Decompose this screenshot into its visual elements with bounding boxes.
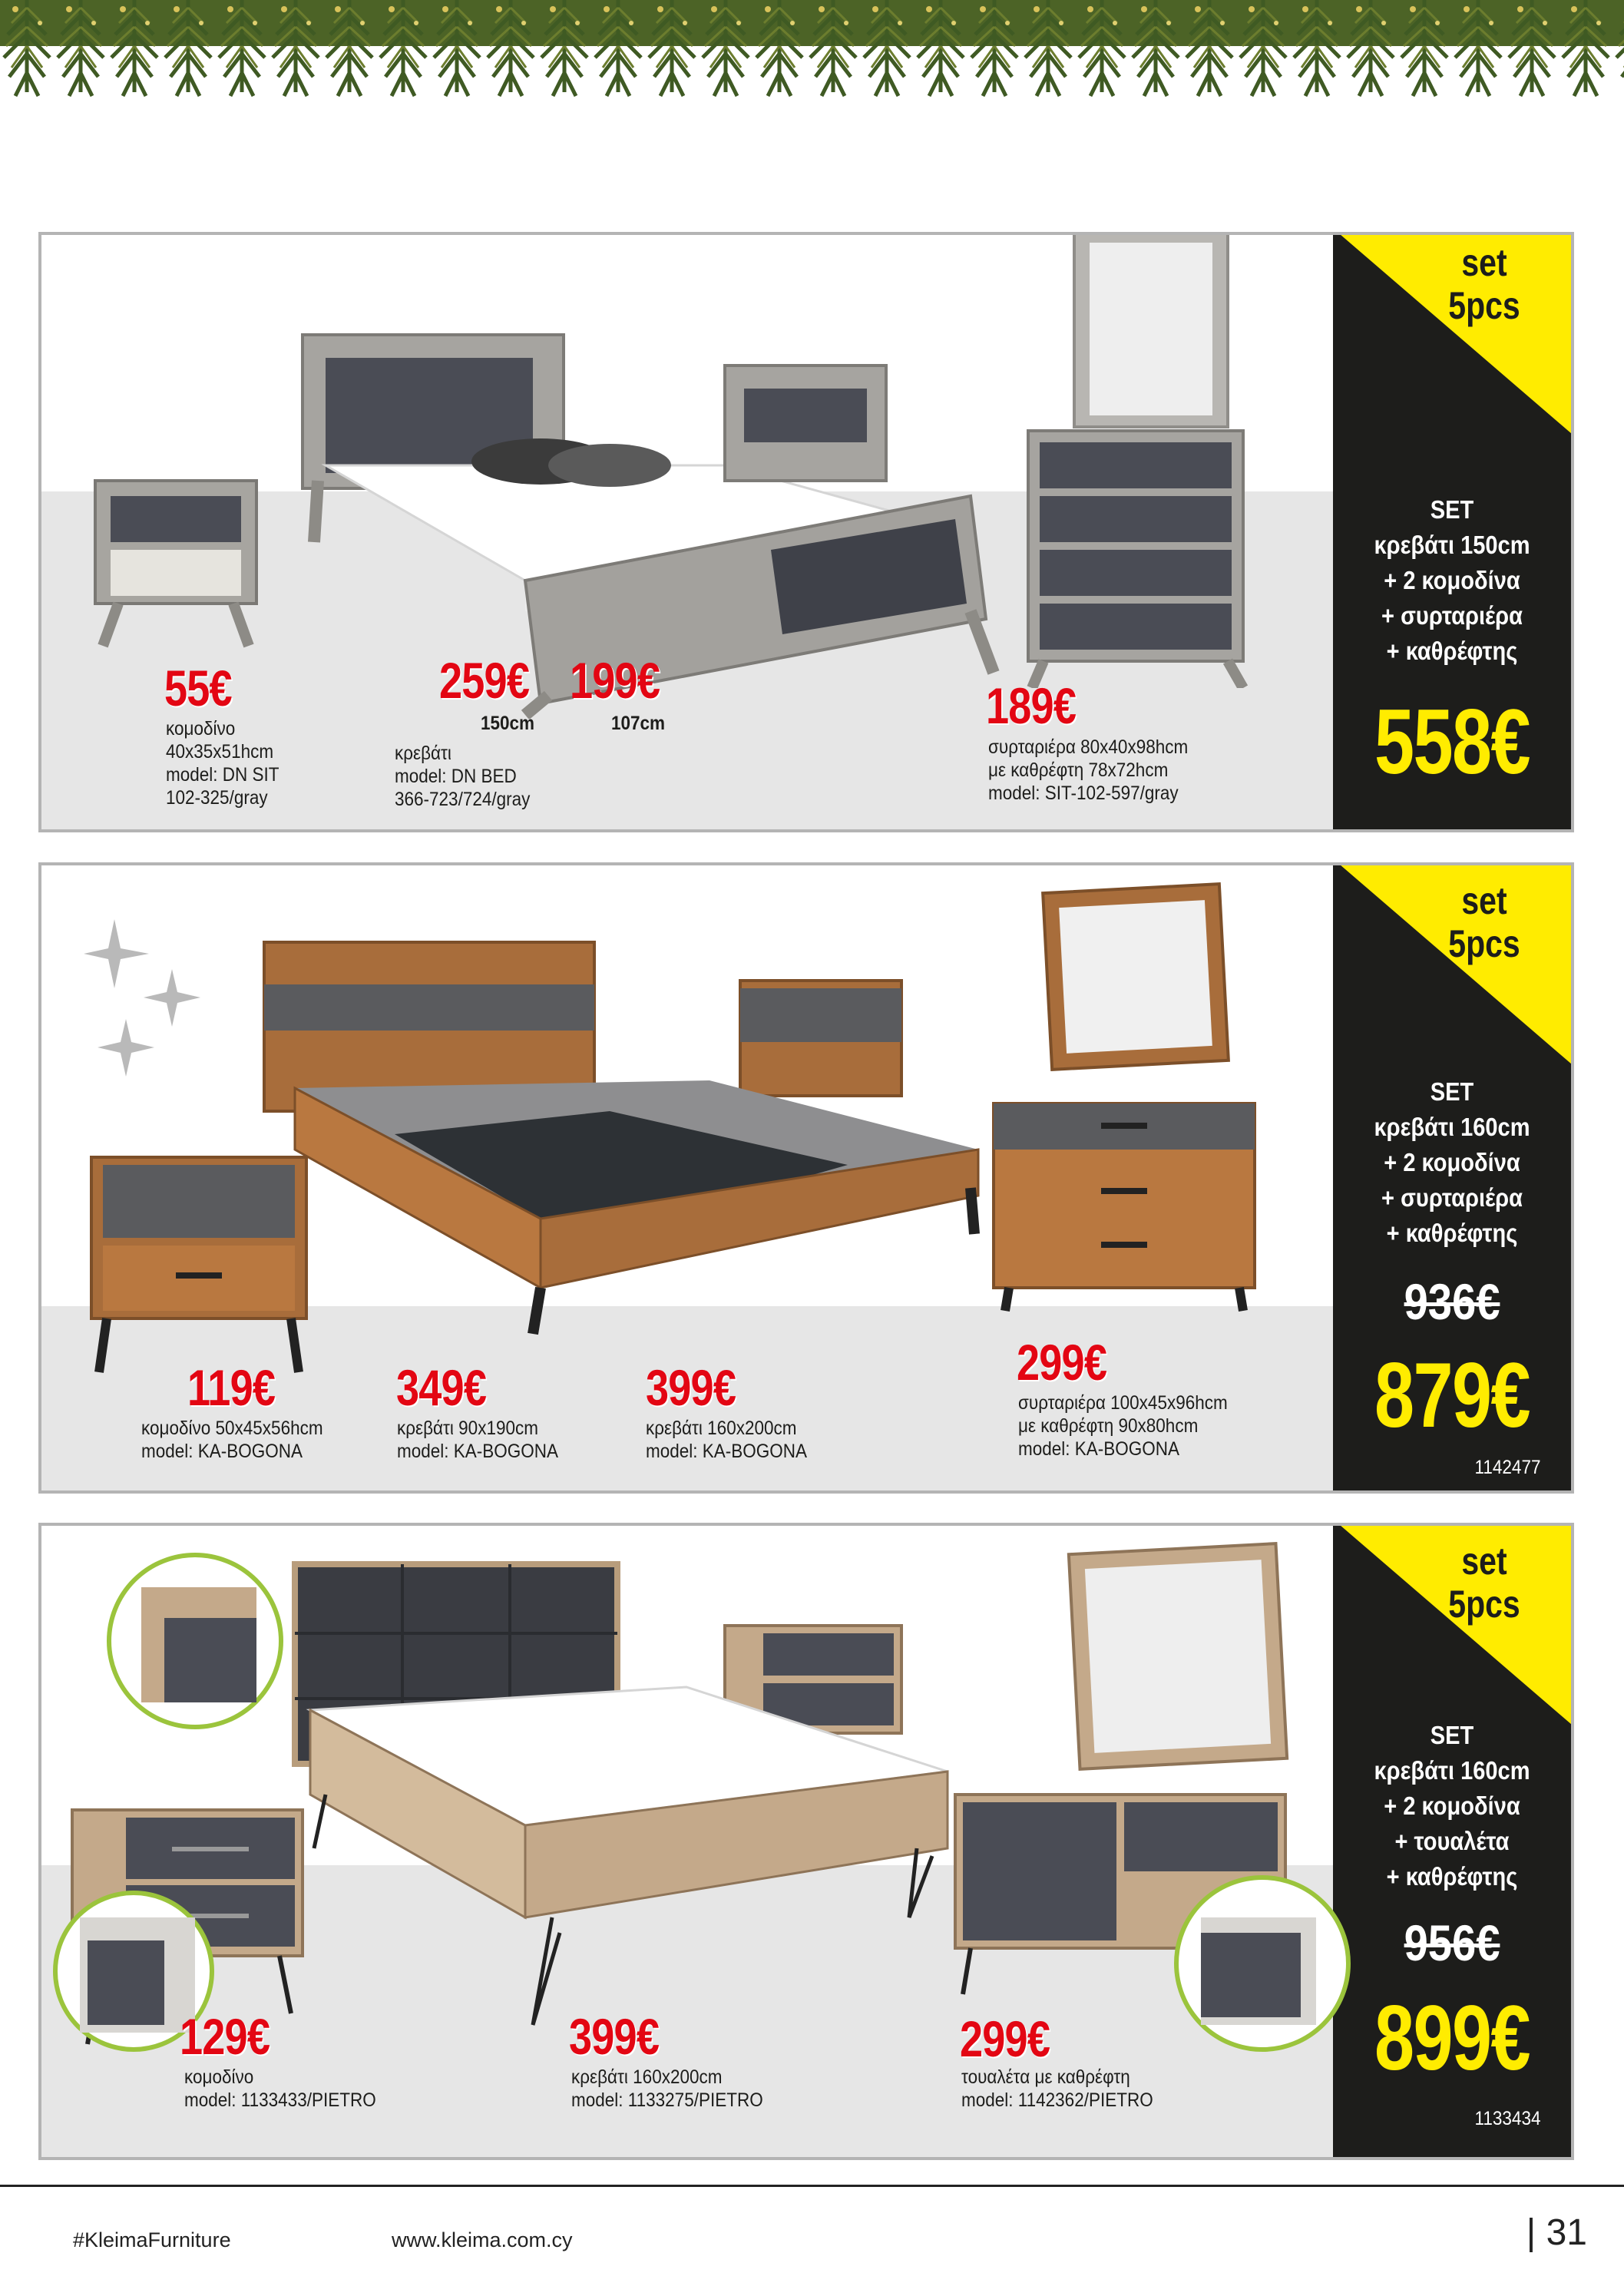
detail-zoom-circle	[1170, 1871, 1354, 2056]
set-price: 558€	[1374, 690, 1530, 793]
bed-160-description: κρεβάτι 160x200cm model: KA-BOGONA	[646, 1418, 808, 1462]
set-badge-label: set 5pcs	[1448, 241, 1520, 327]
bed-90-description: κρεβάτι 90x190cm model: KA-BOGONA	[397, 1418, 559, 1462]
set-price: 879€	[1374, 1344, 1530, 1447]
dresser-with-mirror-image	[1013, 232, 1266, 688]
nightstand-price: 119€	[187, 1359, 276, 1416]
dresser-with-mirror-image	[986, 881, 1262, 1318]
set-product-code: 1142477	[1474, 1457, 1540, 1478]
bed-description: κρεβάτι 160x200cm model: 1133275/PIETRO	[571, 2066, 763, 2111]
bed-image	[256, 1557, 963, 2033]
sparkle-decoration	[84, 911, 207, 1096]
dresser-price: 299€	[1017, 1334, 1107, 1391]
nightstand-image	[88, 473, 264, 650]
set-badge-label: set 5pcs	[1448, 1540, 1520, 1626]
set-badge-label: set 5pcs	[1448, 879, 1520, 965]
set-description: SET κρεβάτι 160cm + 2 κομοδίνα + συρταριέρα + καθρέφτης	[1374, 1077, 1530, 1247]
bed-107-size: 107cm	[611, 713, 666, 734]
footer-divider	[0, 2185, 1624, 2187]
set-price: 899€	[1374, 1987, 1530, 2089]
page-number: | 31	[1526, 2212, 1587, 2253]
dresser-price: 189€	[986, 677, 1077, 734]
nightstand-description: κομοδίνο 40x35x51hcm model: DN SIT 102-325/gray	[166, 718, 279, 809]
nightstand-price: 129€	[180, 2008, 270, 2065]
christmas-garland-decoration	[0, 0, 1624, 115]
set-panel-pietro	[38, 1523, 1574, 2160]
bed-160-price: 399€	[646, 1359, 736, 1416]
dresser-description: συρταριέρα 80x40x98hcm με καθρέφτη 78x72hcm model: SIT-102-597/gray	[988, 736, 1189, 804]
nightstand-description: κομοδίνο 50x45x56hcm model: KA-BOGONA	[141, 1418, 323, 1462]
dresser-description: συρταριέρα 100x45x96hcm με καθρέφτη 90x80hcm model: KA-BOGONA	[1018, 1392, 1228, 1460]
bed-image	[249, 935, 1001, 1380]
nightstand-price: 55€	[164, 660, 232, 716]
bed-90-price: 349€	[396, 1359, 487, 1416]
set-description: SET κρεβάτι 150cm + 2 κομοδίνα + συρταριέρα + καθρέφτης	[1374, 495, 1530, 665]
bed-150-price: 259€	[439, 652, 530, 709]
set-panel-ka-bogona	[38, 862, 1574, 1494]
nightstand-description: κομοδίνο model: 1133433/PIETRO	[184, 2066, 376, 2111]
set-old-price: 936€	[1404, 1273, 1500, 1330]
bed-price: 399€	[569, 2008, 660, 2065]
bed-150-size: 150cm	[481, 713, 535, 734]
dressing-table-description: τουαλέτα με καθρέφτη model: 1142362/PIETRO	[961, 2066, 1153, 2111]
set-old-price: 956€	[1404, 1914, 1500, 1971]
footer-hashtag: #KleimaFurniture	[73, 2228, 231, 2251]
footer-website-link[interactable]: www.kleima.com.cy	[392, 2228, 573, 2251]
dressing-table-price: 299€	[960, 2010, 1050, 2067]
bed-description: κρεβάτι model: DN BED 366-723/724/gray	[395, 743, 531, 810]
set-product-code: 1133434	[1474, 2108, 1540, 2129]
set-panel-dn-sit	[38, 232, 1574, 832]
set-description: SET κρεβάτι 160cm + 2 κομοδίνα + τουαλέτα + καθρέφτης	[1374, 1721, 1530, 1891]
bed-107-price: 199€	[570, 652, 660, 709]
